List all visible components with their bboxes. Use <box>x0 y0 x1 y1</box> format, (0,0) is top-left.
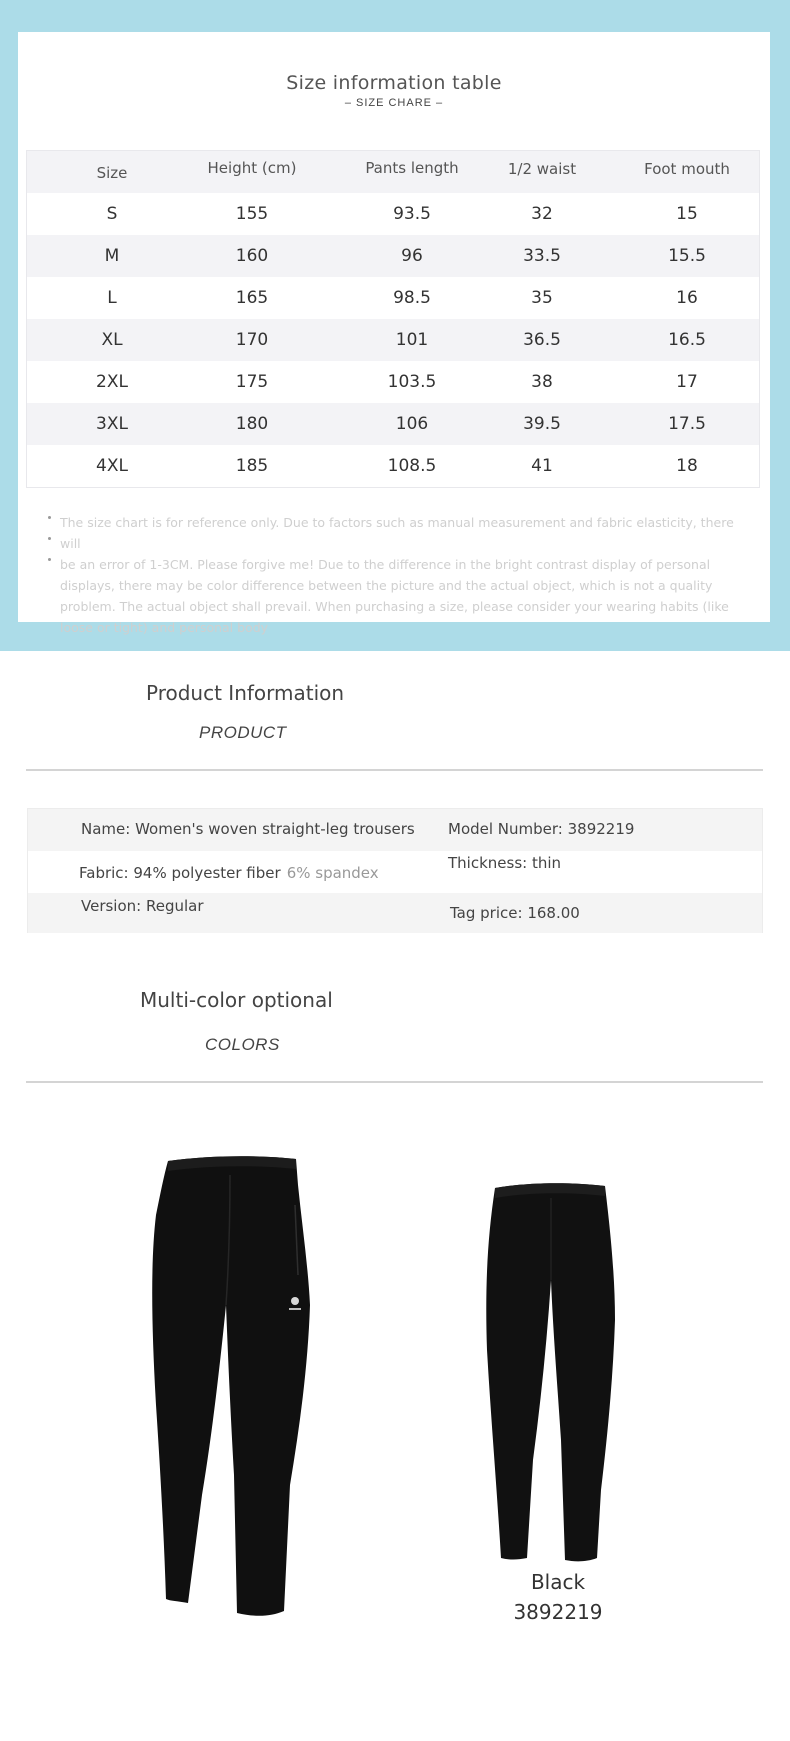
cell-pants-length: 103.5 <box>387 372 437 392</box>
colors-divider <box>26 1081 763 1083</box>
cell-half-waist: 33.5 <box>523 246 561 266</box>
table-row <box>27 403 759 445</box>
cell-foot-mouth: 18 <box>676 456 698 476</box>
cell-foot-mouth: 15.5 <box>668 246 706 266</box>
note-line: displays, there may be color difference between the picture and the actual object, which is not a quality <box>60 578 713 593</box>
header-pants-length: Pants length <box>365 159 459 177</box>
size-table-header <box>27 151 759 193</box>
color-code-black: 3892219 <box>513 1600 603 1624</box>
cell-size: L <box>107 288 117 308</box>
table-row <box>27 277 759 319</box>
pants-front-image <box>150 1155 320 1630</box>
product-info-title: Product Information <box>146 681 345 705</box>
cell-height: 165 <box>235 288 269 308</box>
cell-height: 170 <box>235 330 269 350</box>
product-info-table <box>27 808 763 933</box>
cell-size: 2XL <box>96 372 128 392</box>
cell-foot-mouth: 15 <box>676 204 698 224</box>
cell-half-waist: 41 <box>531 456 553 476</box>
cell-pants-length: 108.5 <box>387 456 437 476</box>
cell-pants-length: 96 <box>401 246 423 266</box>
size-table <box>26 150 760 488</box>
cell-pants-length: 106 <box>395 414 429 434</box>
cell-half-waist: 38 <box>531 372 553 392</box>
cell-foot-mouth: 16.5 <box>668 330 706 350</box>
cell-pants-length: 98.5 <box>393 288 431 308</box>
size-chart-notes <box>48 512 748 638</box>
cell-half-waist: 36.5 <box>523 330 561 350</box>
info-name: Name: Women's woven straight-leg trousers <box>81 820 415 838</box>
table-row <box>27 235 759 277</box>
info-fabric <box>79 864 379 882</box>
pants-black-swatch-image <box>483 1180 618 1565</box>
cell-height: 175 <box>235 372 269 392</box>
cell-half-waist: 32 <box>531 204 553 224</box>
table-row <box>27 319 759 361</box>
info-row <box>28 809 762 851</box>
cell-half-waist: 35 <box>531 288 553 308</box>
size-chart-card <box>18 32 770 635</box>
header-foot-mouth: Foot mouth <box>644 160 730 178</box>
cell-height: 160 <box>235 246 269 266</box>
size-chart-title: Size information table <box>286 72 502 94</box>
info-thickness: Thickness: thin <box>448 854 562 872</box>
cell-foot-mouth: 17 <box>676 372 698 392</box>
header-size: Size <box>96 164 128 182</box>
cell-foot-mouth: 16 <box>676 288 698 308</box>
cell-foot-mouth: 17.5 <box>668 414 706 434</box>
header-height: Height (cm) <box>207 159 297 177</box>
note-line: be an error of 1-3CM. Please forgive me! Due to the difference in the bright contrast display of personal <box>60 557 711 572</box>
cell-pants-length: 101 <box>395 330 429 350</box>
note-line: problem. The actual object shall prevail. When purchasing a size, please consider your wearing habits (like <box>60 599 729 614</box>
cell-pants-length: 93.5 <box>393 204 431 224</box>
cell-height: 155 <box>235 204 269 224</box>
table-row <box>27 193 759 235</box>
cell-size: S <box>106 204 118 224</box>
cell-height: 180 <box>235 414 269 434</box>
note-line: The size chart is for reference only. Due to factors such as manual measurement and fabric elasticity, there will <box>60 515 734 551</box>
info-version: Version: Regular <box>81 897 204 915</box>
size-chart-band <box>0 0 790 651</box>
info-price: Tag price: 168.00 <box>450 904 580 922</box>
note-line: loose or tight) and personal body <box>60 620 269 635</box>
product-info-subtitle: PRODUCT <box>199 723 287 742</box>
cell-size: M <box>104 246 120 266</box>
info-fabric-main: Fabric: 94% polyester fiber <box>79 864 281 882</box>
cell-size: 3XL <box>96 414 128 434</box>
colors-subtitle: COLORS <box>205 1035 280 1054</box>
cell-half-waist: 39.5 <box>523 414 561 434</box>
table-row <box>27 361 759 403</box>
table-row <box>27 445 759 487</box>
colors-title: Multi-color optional <box>140 988 333 1012</box>
color-name-black: Black <box>530 1570 586 1594</box>
info-fabric-extra: 6% spandex <box>286 864 379 882</box>
cell-height: 185 <box>235 456 269 476</box>
info-row <box>28 851 762 893</box>
cell-size: XL <box>101 330 123 350</box>
header-half-waist: 1/2 waist <box>507 160 577 178</box>
info-row <box>28 893 762 933</box>
cell-size: 4XL <box>96 456 128 476</box>
size-chart-subtitle: – SIZE CHARE – <box>344 97 444 109</box>
product-info-divider <box>26 769 763 771</box>
info-model: Model Number: 3892219 <box>448 820 635 838</box>
